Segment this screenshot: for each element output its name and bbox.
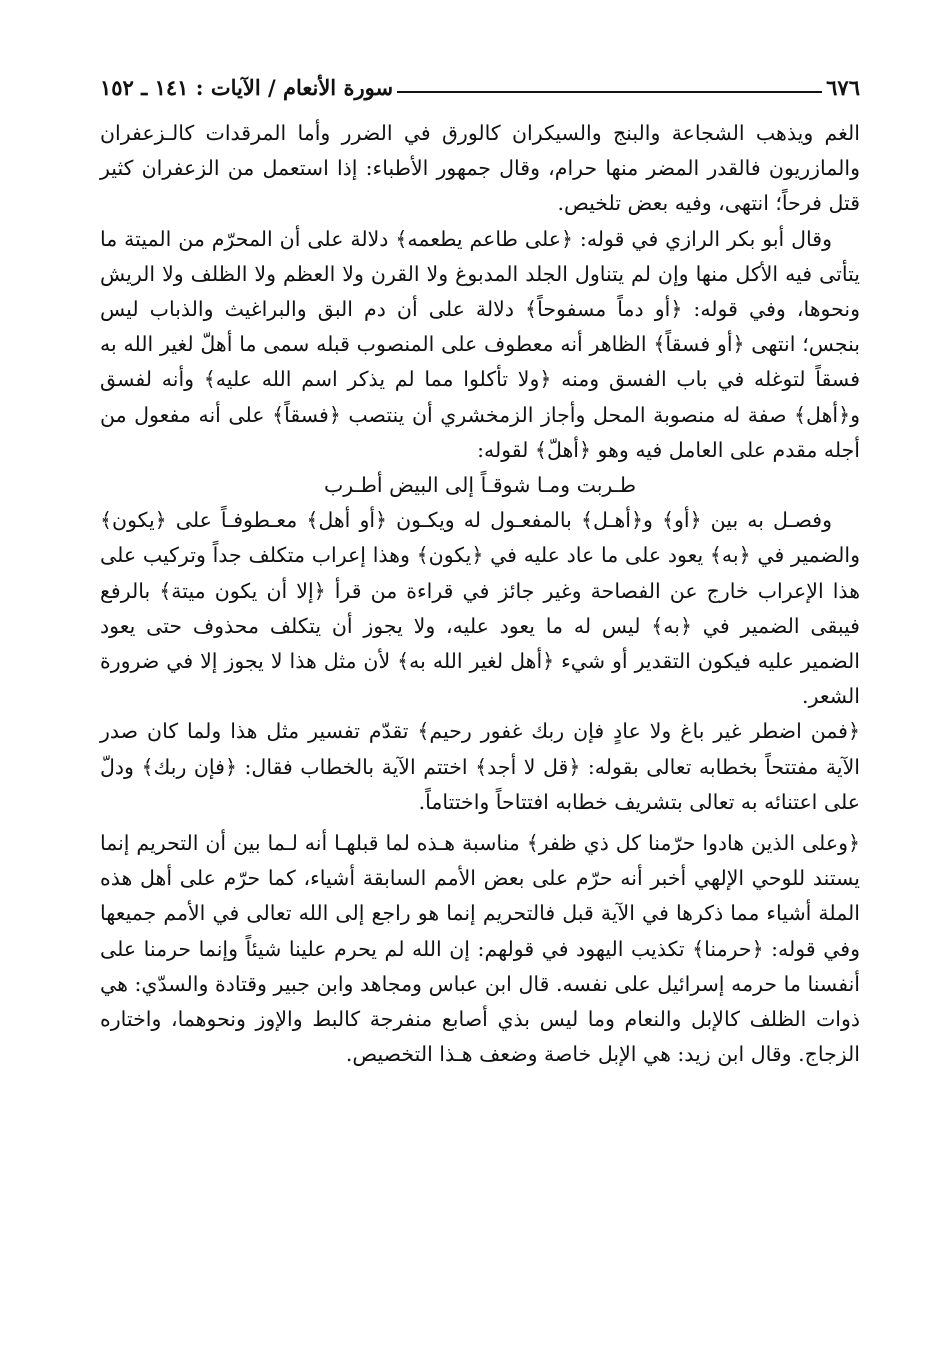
poetry-verse: طـربت ومـا شوقـاً إلى البيض أطـرب [323, 473, 637, 498]
page-body [100, 116, 860, 1072]
paragraph-4: ﴿فمن اضطر غير باغ ولا عادٍ فإن ربك غفور رحيم﴾ تقدّم تفسير مثل هذا ولما كان صدر الآية مفتتحاً بخطابه تعالى بقوله: ﴿قل لا أجد﴾ اختتم الآية بالخطاب فقال: ﴿فإن ربك﴾ ودلّ على اعتنائه به تعالى بتشريف خطابه افتتاحاً واختتاماً. [100, 719, 860, 814]
running-header [100, 70, 860, 106]
page-number: ٦٧٦ [826, 75, 860, 100]
page [100, 70, 860, 1072]
running-title: سورة الأنعام / الآيات : ١٤١ ـ ١٥٢ [100, 75, 394, 100]
header-rule [397, 91, 822, 93]
paragraph-3: وفصـل به بين ﴿أو﴾ و﴿أهـل﴾ بالمفعـول له ويكـون ﴿أو أهل﴾ معـطوفـاً على ﴿يكون﴾ والضمير في ﴿به﴾ يعود على ما عاد عليه في ﴿يكون﴾ وهذا إعراب متكلف جداً وتركيب على هذا الإعراب خارج عن الفصاحة وغير جائز في قراءة من قرأ ﴿إلا أن يكون ميتة﴾ بالرفع فيبقى الضمير في ﴿به﴾ ليس له ما يعود عليه، ولا يجوز أن يتكلف محذوف حتى يعود الضمير عليه فيكون التقدير أو شيء ﴿أهل لغير الله به﴾ لأن مثل هذا لا يجوز إلا في ضرورة الشعر. [100, 508, 860, 709]
paragraph-1: الغم ويذهب الشجاعة والبنج والسيكران كالورق في الضرر وأما المرقدات كالـزعفران والمازريون فالقدر المضر منها حرام، وقال جمهور الأطباء: إذا استعمل من الزعفران كثير قتل فرحاً؛ انتهى، وفيه بعض تلخيص. [100, 121, 860, 216]
paragraph-5: ﴿وعلى الذين هادوا حرّمنا كل ذي ظفر﴾ مناسبة هـذه لما قبلهـا أنه لـما بين أن التحريم إنما يستند للوحي الإلهي أخبر أنه حرّم على بعض الأمم السابقة أشياء، كما حرّم على أهل هذه الملة أشياء مما ذكرها في الآية قبل فالتحريم إنما هو راجع إلى الله تعالى في الأمم جميعها وفي قوله: ﴿حرمنا﴾ تكذيب اليهود في قولهم: إن الله لم يحرم علينا شيئاً وإنما حرمنا على أنفسنا ما حرمه إسرائيل على نفسه. قال ابن عباس ومجاهد وابن جبير وقتادة والسدّي: هي ذوات الظلف كالإبل والنعام وما ليس بذي أصابع منفرجة كالبط والإوز ونحوهما، واختاره الزجاج. وقال ابن زيد: هي الإبل خاصة وضعف هـذا التخصيص. [100, 831, 860, 1067]
paragraph-2: وقال أبو بكر الرازي في قوله: ﴿على طاعم يطعمه﴾ دلالة على أن المحرّم من الميتة ما يتأتى فيه الأكل منها وإن لم يتناول الجلد المدبوغ ولا القرن ولا العظم ولا الظلف ولا الريش ونحوها، وفي قوله: ﴿أو دماً مسفوحاً﴾ دلالة على أن دم البق والبراغيث والذباب ليس بنجس؛ انتهى ﴿أو فسقاً﴾ الظاهر أنه معطوف على المنصوب قبله سمى ما أهلّ لغير الله به فسقاً لتوغله في باب الفسق ومنه ﴿ولا تأكلوا مما لم يذكر اسم الله عليه﴾ وأنه لفسق و﴿أهل﴾ صفة له منصوبة المحل وأجاز الزمخشري أن ينتصب ﴿فسقاً﴾ على أنه مفعول من أجله مقدم على العامل فيه وهو ﴿أهلّ﴾ لقوله: [100, 226, 860, 462]
